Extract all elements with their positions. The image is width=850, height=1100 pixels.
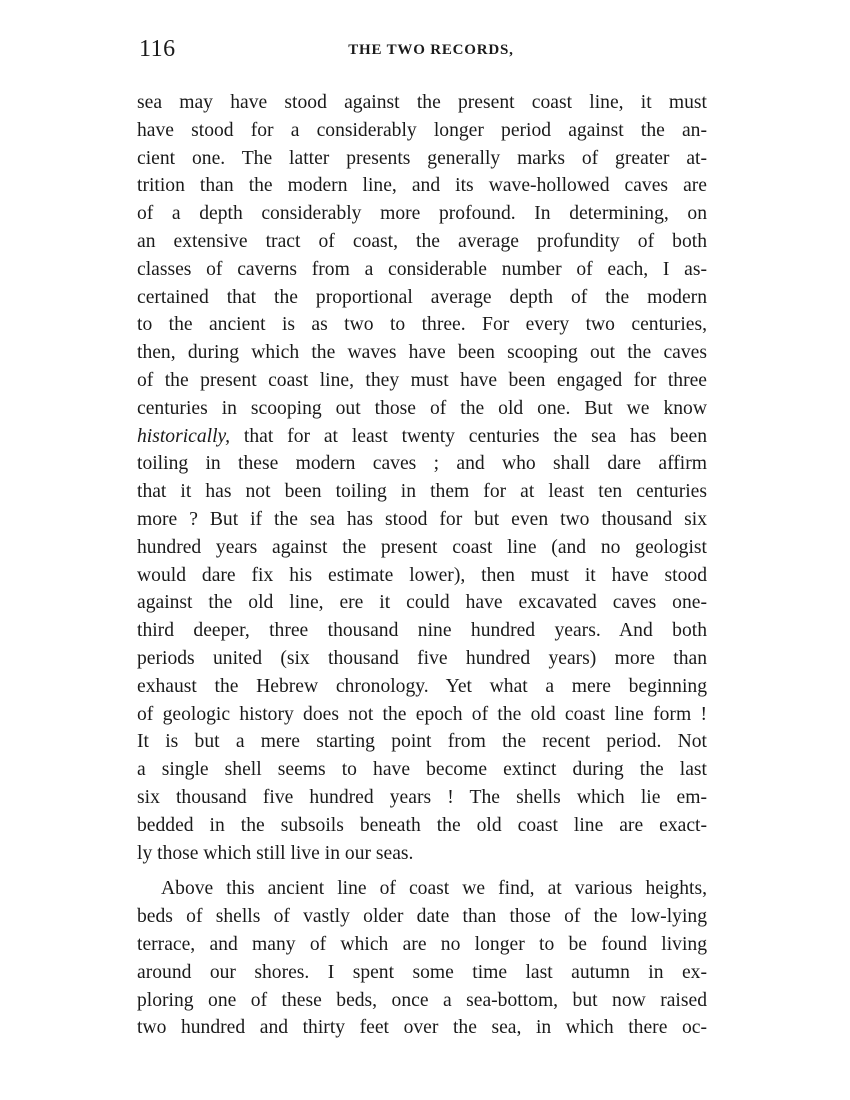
- text-line: that it has not been toiling in them for at least ten centuries: [137, 481, 707, 503]
- text-line: It is but a mere starting point from the recent period. Not: [137, 731, 707, 753]
- text-line: an extensive tract of coast, the average profundity of both: [137, 230, 707, 252]
- text-line: classes of caverns from a considerable number of each, I as-: [137, 258, 707, 280]
- text-line: around our shores. I spent some time last autumn in ex-: [137, 961, 707, 983]
- text-line: more ? But if the sea has stood for but even two thousand six: [137, 508, 707, 530]
- text-line: six thousand five hundred years ! The shells which lie em-: [137, 786, 707, 808]
- text-line: of the present coast line, they must have been engaged for three: [137, 369, 707, 391]
- text-line: toiling in these modern caves ; and who shall dare affirm: [137, 453, 707, 475]
- text-line: ly those which still live in our seas.: [137, 842, 414, 864]
- text-line: Above this ancient line of coast we find, at various heights,: [161, 878, 707, 900]
- text-line: terrace, and many of which are no longer to be found living: [137, 933, 707, 955]
- text-line: certained that the proportional average depth of the modern: [137, 286, 707, 308]
- italic-word: historically,: [137, 425, 231, 447]
- text-line: then, during which the waves have been scooping out the caves: [137, 342, 707, 364]
- text-line: against the old line, ere it could have excavated caves one-: [137, 592, 707, 614]
- text-line: [137, 423, 707, 451]
- text-line: bedded in the subsoils beneath the old coast line are exact-: [137, 814, 707, 836]
- text-line: would dare fix his estimate lower), then must it have stood: [137, 564, 707, 586]
- running-head: THE TWO RECORDS,: [348, 42, 514, 58]
- text-line: trition than the modern line, and its wave-hollowed caves are: [137, 175, 707, 197]
- text-line: have stood for a considerably longer period against the an-: [137, 119, 707, 141]
- text-line: sea may have stood against the present coast line, it must: [137, 92, 707, 113]
- line-remainder: that for at least twenty centuries the sea has been: [230, 425, 707, 447]
- text-line: to the ancient is as two to three. For every two centuries,: [137, 314, 707, 336]
- paragraph-1: [137, 89, 707, 867]
- text-line: third deeper, three thousand nine hundred years. And both: [137, 620, 707, 642]
- body-text: [137, 89, 707, 1042]
- page-number: 116: [139, 36, 176, 62]
- text-line: a single shell seems to have become extinct during the last: [137, 759, 707, 781]
- text-line: hundred years against the present coast line (and no geologist: [137, 536, 707, 558]
- text-line: ploring one of these beds, once a sea-bottom, but now raised: [137, 989, 707, 1011]
- paragraph-2: [137, 875, 707, 1042]
- text-line: two hundred and thirty feet over the sea, in which there oc-: [137, 1017, 707, 1039]
- text-line: exhaust the Hebrew chronology. Yet what a mere beginning: [137, 675, 707, 697]
- text-line: of geologic history does not the epoch of the old coast line form !: [137, 703, 707, 725]
- text-line: centuries in scooping out those of the old one. But we know: [137, 397, 707, 419]
- text-line: periods united (six thousand five hundred years) more than: [137, 647, 707, 669]
- text-line: beds of shells of vastly older date than those of the low-lying: [137, 906, 707, 928]
- text-line: of a depth considerably more profound. In determining, on: [137, 203, 707, 225]
- text-line: cient one. The latter presents generally marks of greater at-: [137, 147, 707, 169]
